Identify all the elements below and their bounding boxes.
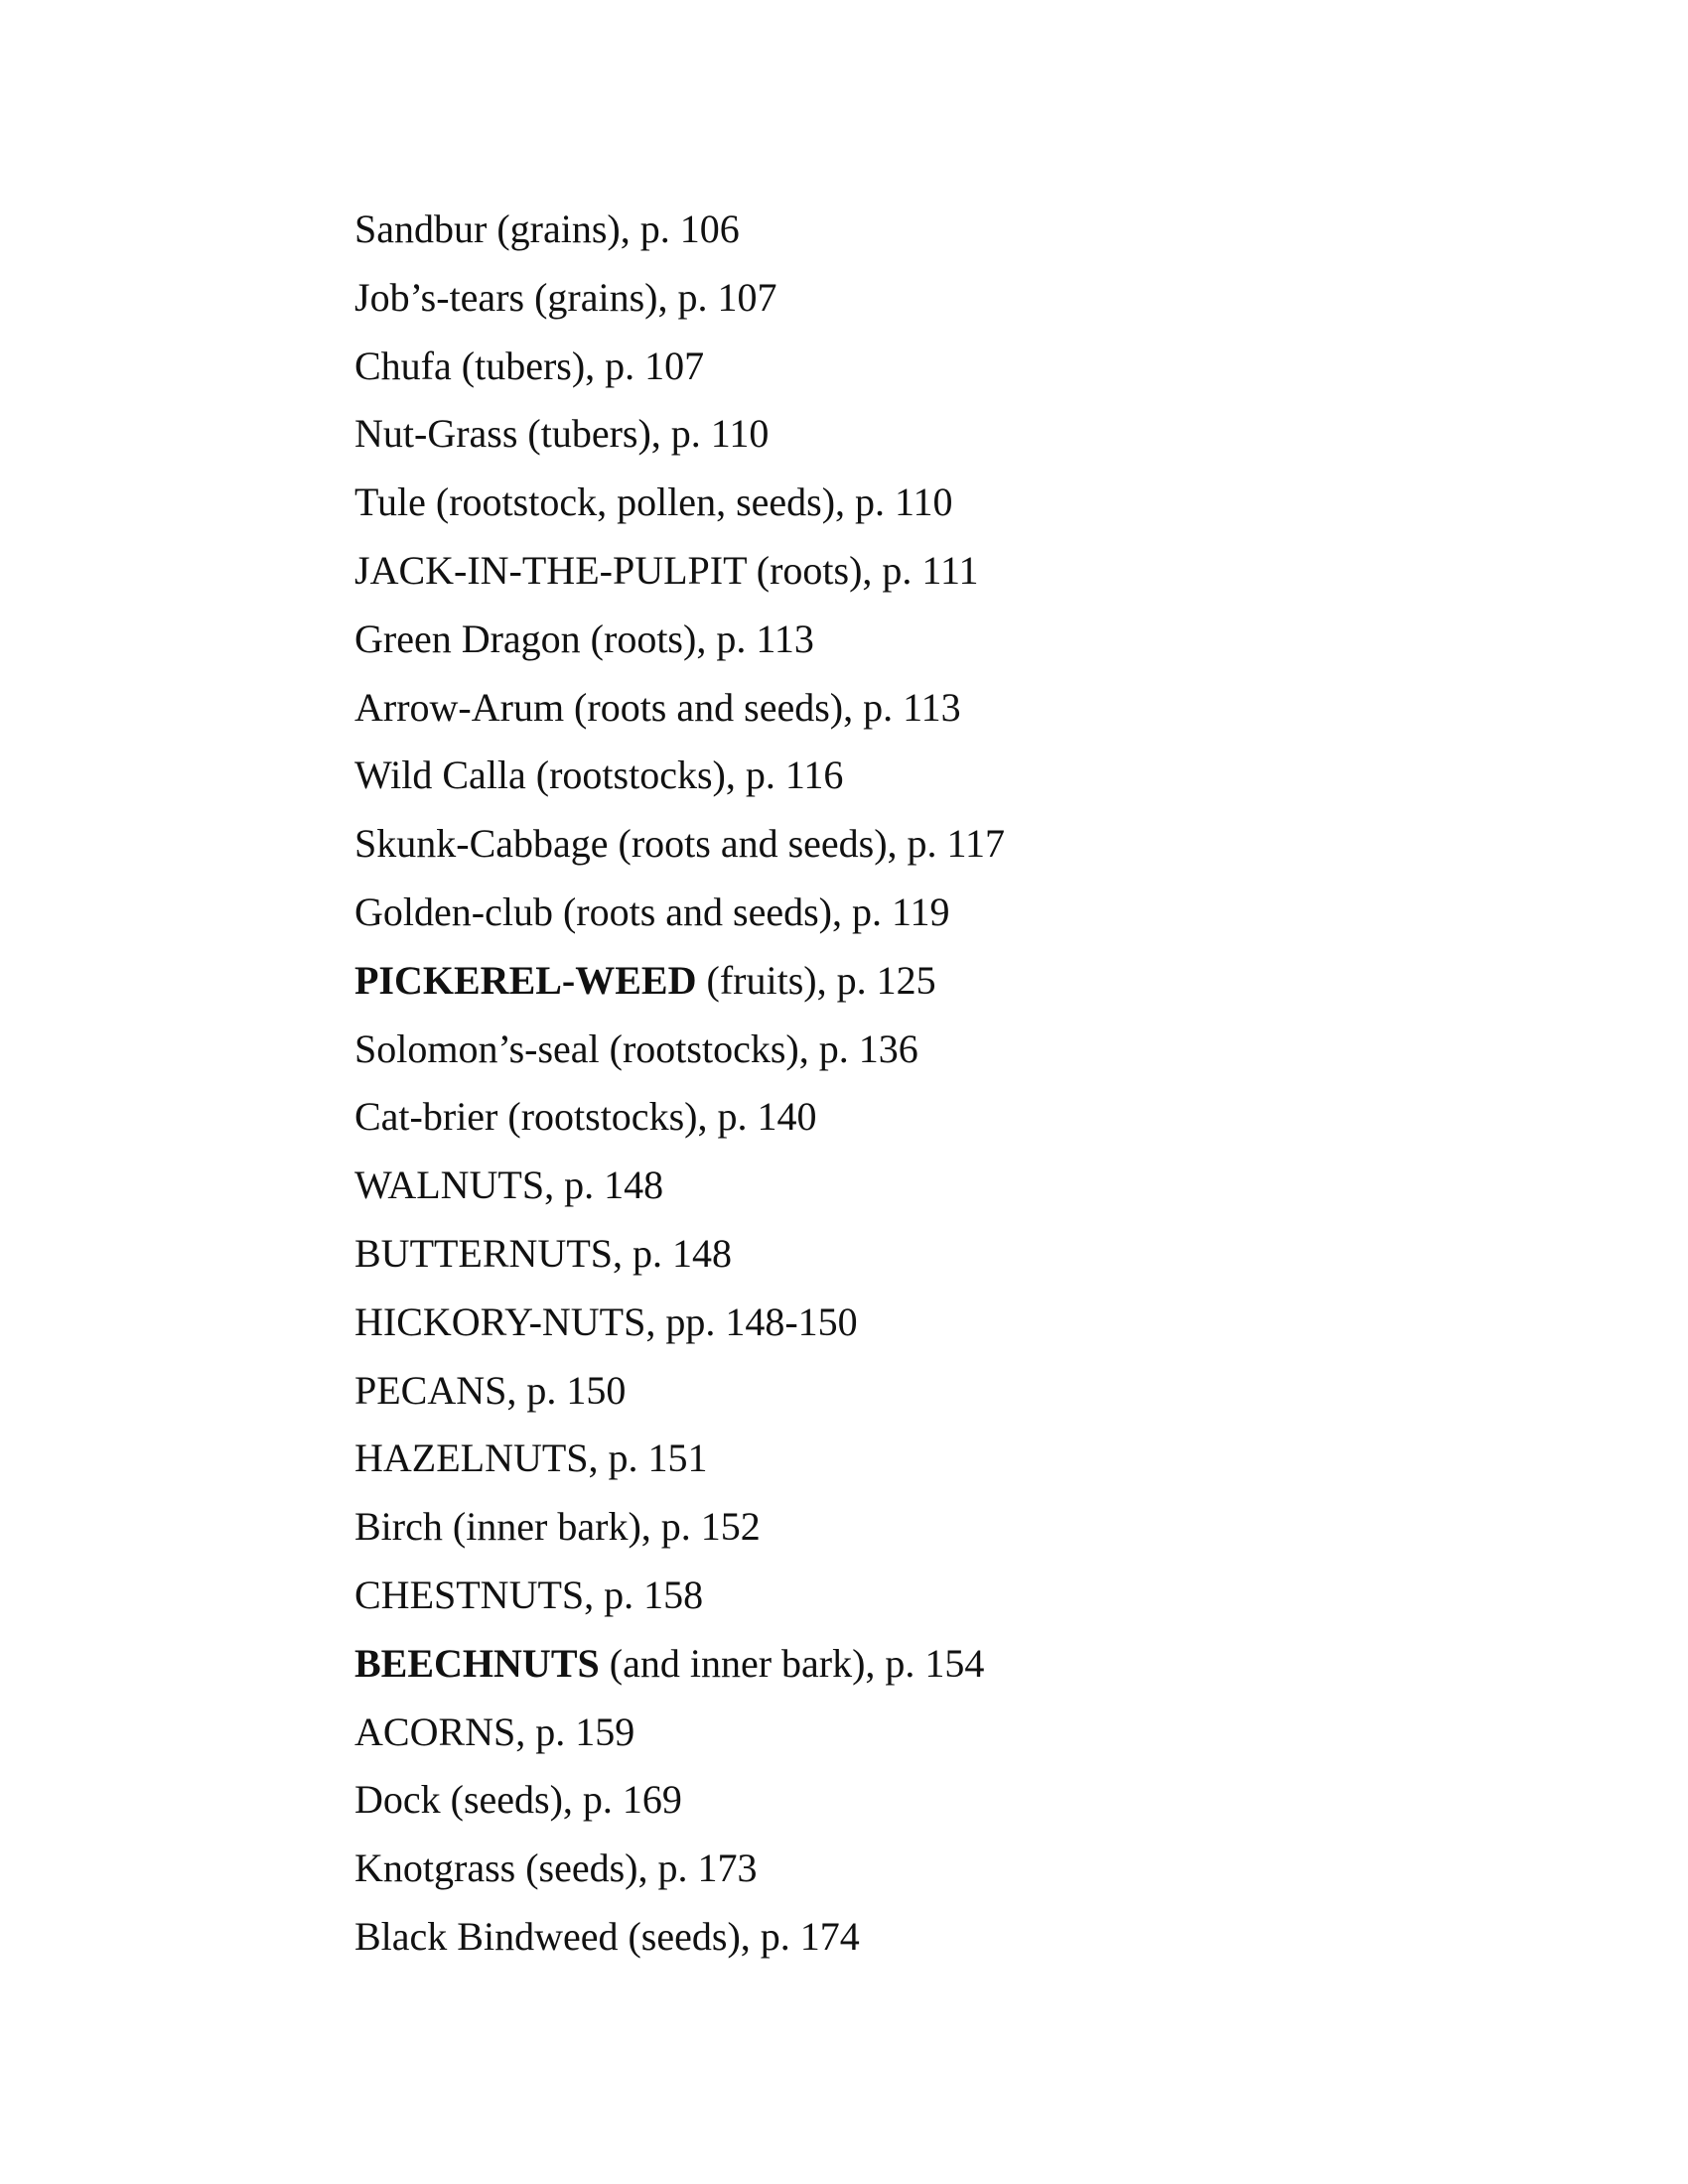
index-entry-pickerel-weed [354, 947, 1005, 1016]
index-entry-jobs-tears [354, 264, 1005, 333]
entry-text: Knotgrass (seeds), p. 173 [354, 1845, 758, 1891]
index-entry-chufa [354, 333, 1005, 401]
index-entry-chestnuts [354, 1562, 1005, 1630]
entry-text: HAZELNUTS, p. 151 [354, 1435, 708, 1481]
entry-text: Skunk-Cabbage (roots and seeds), p. 117 [354, 821, 1006, 867]
index-entry-nut-grass [354, 400, 1005, 469]
entry-text: JACK-IN-THE-PULPIT (roots), p. 111 [354, 547, 979, 593]
entry-text: ACORNS, p. 159 [354, 1708, 635, 1754]
entry-text: Dock (seeds), p. 169 [354, 1777, 682, 1823]
index-entry-beechnuts [354, 1630, 1005, 1699]
plant-index-list [354, 196, 1005, 1972]
entry-text: Job’s-tears (grains), p. 107 [354, 274, 777, 320]
entry-text: BUTTERNUTS, p. 148 [354, 1230, 732, 1276]
entry-text: (fruits), p. 125 [696, 957, 936, 1003]
index-entry-acorns [354, 1699, 1005, 1767]
index-entry-butternuts [354, 1220, 1005, 1289]
index-entry-skunk-cabbage [354, 810, 1005, 879]
entry-text: Wild Calla (rootstocks), p. 116 [354, 752, 844, 798]
index-entry-dock [354, 1766, 1005, 1835]
index-entry-cat-brier [354, 1083, 1005, 1152]
index-entry-black-bindweed [354, 1903, 1005, 1972]
entry-text: Green Dragon (roots), p. 113 [354, 615, 814, 661]
index-entry-walnuts [354, 1152, 1005, 1220]
entry-text: Birch (inner bark), p. 152 [354, 1504, 761, 1550]
entry-text: CHESTNUTS, p. 158 [354, 1571, 704, 1617]
index-entry-golden-club [354, 879, 1005, 947]
index-entry-knotgrass [354, 1835, 1005, 1903]
index-entry-solomons-seal [354, 1016, 1005, 1084]
entry-text: WALNUTS, p. 148 [354, 1162, 664, 1208]
index-entry-birch [354, 1493, 1005, 1562]
entry-text: (and inner bark), p. 154 [599, 1640, 985, 1686]
entry-text: Sandbur (grains), p. 106 [354, 206, 740, 251]
index-entry-green-dragon [354, 606, 1005, 674]
index-entry-hickory-nuts [354, 1289, 1005, 1357]
index-entry-arrow-arum [354, 674, 1005, 743]
index-entry-hazelnuts [354, 1425, 1005, 1493]
entry-text: Nut-Grass (tubers), p. 110 [354, 411, 770, 457]
entry-text: Arrow-Arum (roots and seeds), p. 113 [354, 684, 961, 730]
index-entry-pecans [354, 1357, 1005, 1426]
entry-text: Chufa (tubers), p. 107 [354, 342, 705, 388]
entry-text: Black Bindweed (seeds), p. 174 [354, 1913, 860, 1959]
index-entry-sandbur [354, 196, 1005, 264]
index-entry-tule [354, 469, 1005, 537]
entry-text: Cat-brier (rootstocks), p. 140 [354, 1094, 817, 1140]
entry-text: Solomon’s-seal (rootstocks), p. 136 [354, 1025, 918, 1071]
entry-bold-part: BEECHNUTS [354, 1640, 600, 1686]
entry-text: Tule (rootstock, pollen, seeds), p. 110 [354, 479, 953, 525]
entry-text: PECANS, p. 150 [354, 1367, 627, 1413]
entry-bold-part: PICKEREL-WEED [354, 957, 697, 1003]
index-entry-jack-in-the-pulpit [354, 537, 1005, 606]
index-entry-wild-calla [354, 742, 1005, 810]
entry-text: Golden-club (roots and seeds), p. 119 [354, 888, 950, 934]
entry-text: HICKORY-NUTS, pp. 148-150 [354, 1298, 858, 1344]
